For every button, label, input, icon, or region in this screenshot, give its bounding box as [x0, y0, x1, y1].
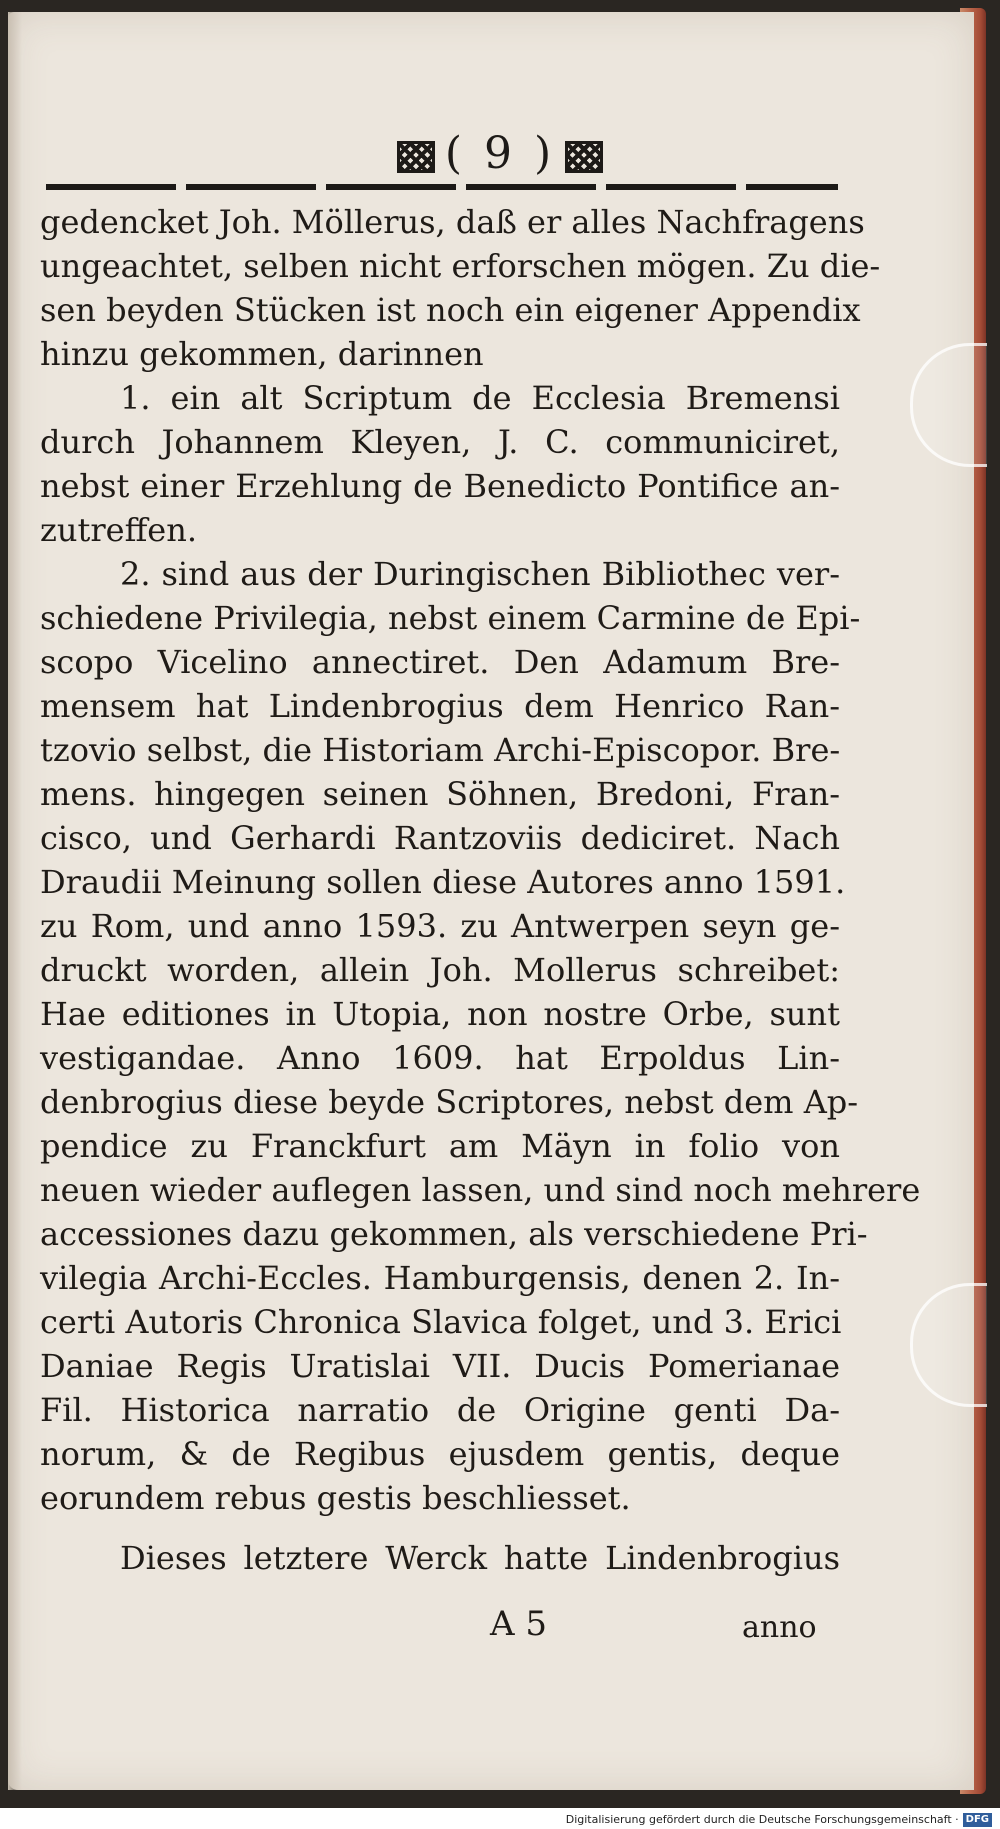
- text-line: 1. ein alt Scriptum de Ecclesia Bremensi: [120, 379, 840, 417]
- text-line: ungeachtet, selben nicht erforschen mögen. Zu die-: [40, 247, 881, 285]
- text-line: 2. sind aus der Duringischen Bibliothec ver-: [120, 555, 840, 593]
- ornament-right-icon: [565, 141, 603, 173]
- text-line: tzovio selbst, die Historiam Archi-Episcopor. Bre-: [40, 731, 841, 769]
- text-line: certi Autoris Chronica Slavica folget, und 3. Erici: [40, 1303, 842, 1341]
- text-line: vestigandae. Anno 1609. hat Erpoldus Lin-: [40, 1039, 840, 1077]
- text-line: mens. hingegen seinen Söhnen, Bredoni, Fran-: [40, 775, 840, 813]
- text-line: Fil. Historica narratio de Origine genti Da-: [40, 1391, 840, 1429]
- text-line: zu Rom, und anno 1593. zu Antwerpen seyn ge-: [40, 907, 840, 945]
- text-line: sen beyden Stücken ist noch ein eigener Appendix: [40, 291, 861, 329]
- page-number: ( 9 ): [444, 128, 556, 179]
- dfg-logo: DFG: [963, 1813, 992, 1827]
- text-line: Draudii Meinung sollen diese Autores anno 1591.: [40, 863, 846, 901]
- text-line: mensem hat Lindenbrogius dem Henrico Ran-: [40, 687, 840, 725]
- text-line: cisco, und Gerhardi Rantzoviis dediciret. Nach: [40, 819, 840, 857]
- text-line: eorundem rebus gestis beschliesset.: [40, 1479, 631, 1517]
- page-gutter: [8, 12, 22, 1790]
- text-line: schiedene Privilegia, nebst einem Carmine de Epi-: [40, 599, 861, 637]
- text-line: gedencket Joh. Möllerus, daß er alles Nachfragens: [40, 203, 865, 241]
- text-line: denbrogius diese beyde Scriptores, nebst dem Ap-: [40, 1083, 859, 1121]
- text-line: hinzu gekommen, darinnen: [40, 335, 484, 373]
- page-header: [0, 128, 1000, 179]
- text-line: vilegia Archi-Eccles. Hamburgensis, denen 2. In-: [40, 1259, 840, 1297]
- text-line: neuen wieder auflegen lassen, und sind noch mehrere: [40, 1171, 921, 1209]
- text-line: pendice zu Franckfurt am Mäyn in folio von: [40, 1127, 840, 1165]
- text-line: Daniae Regis Uratislai VII. Ducis Pomerianae: [40, 1347, 840, 1385]
- text-line: Dieses letztere Werck hatte Lindenbrogius: [120, 1539, 840, 1577]
- text-line: durch Johannem Kleyen, J. C. communiciret,: [40, 423, 840, 461]
- ornament-left-icon: [397, 141, 435, 173]
- text-line: druckt worden, allein Joh. Mollerus schreibet:: [40, 951, 840, 989]
- text-line: nebst einer Erzehlung de Benedicto Pontifice an-: [40, 467, 840, 505]
- signature-mark: A 5: [490, 1604, 547, 1644]
- text-line: accessiones dazu gekommen, als verschiedene Pri-: [40, 1215, 868, 1253]
- catchword: anno: [742, 1610, 817, 1645]
- digitization-credit: [566, 1812, 992, 1828]
- text-line: Hae editiones in Utopia, non nostre Orbe, sunt: [40, 995, 840, 1033]
- text-line: scopo Vicelino annectiret. Den Adamum Bre-: [40, 643, 840, 681]
- text-line: zutreffen.: [40, 511, 198, 549]
- header-rule: [46, 184, 838, 190]
- text-line: norum, & de Regibus ejusdem gentis, deque: [40, 1435, 840, 1473]
- credit-text: Digitalisierung gefördert durch die Deutsche Forschungsgemeinschaft ·: [565, 1813, 959, 1826]
